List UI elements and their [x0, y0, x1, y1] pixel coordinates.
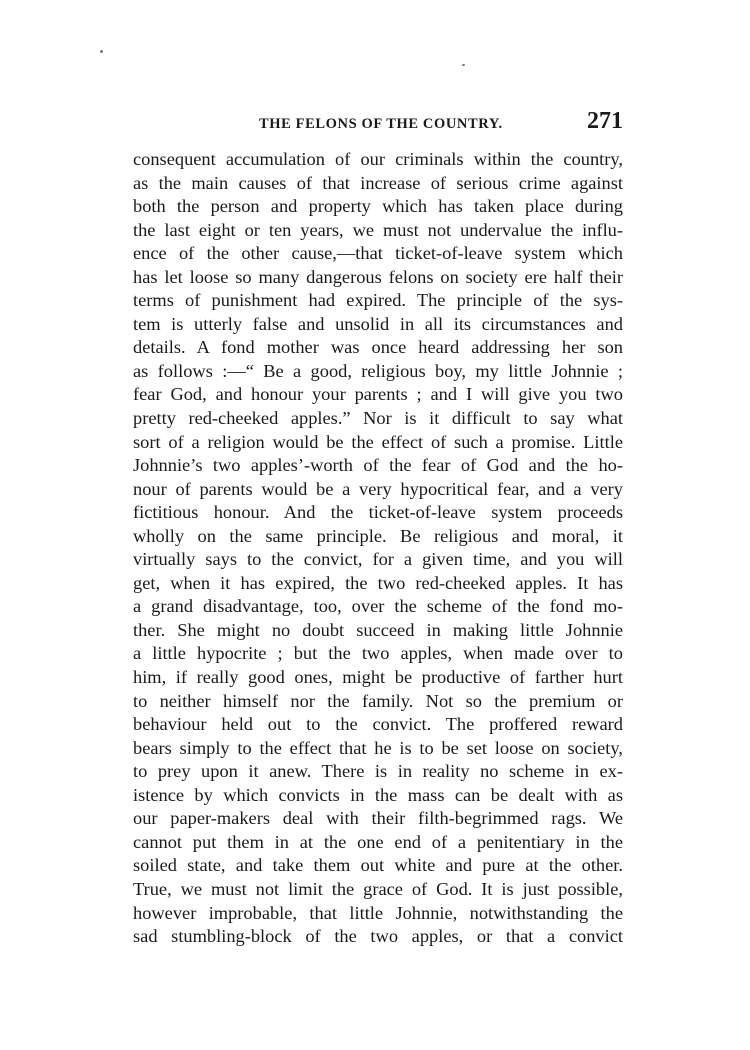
text-line: soiled state, and take them out white and pure at the other.	[133, 855, 623, 876]
text-line: fear God, and honour your parents ; and I will give you two	[133, 384, 623, 405]
text-line: as follows :—“ Be a good, religious boy, my little Johnnie ;	[133, 360, 623, 381]
text-line: him, if really good ones, might be productive of farther hurt	[133, 667, 623, 688]
text-line: tem is utterly false and unsolid in all its circumstances and	[133, 313, 623, 334]
text-line: Johnnie’s two apples’-worth of the fear of God and the ho-	[133, 455, 623, 476]
text-line: bears simply to the effect that he is to be set loose on society,	[133, 737, 623, 758]
running-header	[133, 108, 623, 138]
text-line: both the person and property which has taken place during	[133, 196, 623, 217]
text-line: sad stumbling-block of the two apples, or that a convict	[133, 926, 623, 947]
print-speck	[462, 64, 465, 66]
text-line: to neither himself nor the family. Not so the premium or	[133, 690, 623, 711]
text-line: consequent accumulation of our criminals within the country,	[133, 149, 623, 169]
text-line: True, we must not limit the grace of God. It is just possible,	[133, 878, 623, 899]
text-line: get, when it has expired, the two red-cheeked apples. It has	[133, 572, 623, 593]
body-text	[133, 148, 623, 949]
text-line: has let loose so many dangerous felons on society ere half their	[133, 266, 623, 287]
text-line: behaviour held out to the convict. The proffered reward	[133, 714, 623, 735]
text-line: ther. She might no doubt succeed in making little Johnnie	[133, 619, 623, 640]
text-line: sort of a religion would be the effect of such a promise. Little	[133, 431, 623, 452]
text-line: the last eight or ten years, we must not undervalue the influ-	[133, 219, 623, 240]
print-speck	[100, 50, 103, 53]
text-line: to prey upon it anew. There is in reality no scheme in ex-	[133, 761, 623, 782]
running-title: THE FELONS OF THE COUNTRY.	[259, 116, 503, 132]
text-line: ence of the other cause,—that ticket-of-leave system which	[133, 243, 623, 264]
text-line: istence by which convicts in the mass can be dealt with as	[133, 784, 623, 805]
text-line: nour of parents would be a very hypocritical fear, and a very	[133, 478, 623, 499]
text-line: however improbable, that little Johnnie, notwithstanding the	[133, 902, 623, 923]
text-line: wholly on the same principle. Be religious and moral, it	[133, 525, 623, 546]
text-line: a little hypocrite ; but the two apples, when made over to	[133, 643, 623, 664]
text-line: details. A fond mother was once heard addressing her son	[133, 337, 623, 358]
text-line: cannot put them in at the one end of a penitentiary in the	[133, 831, 623, 852]
text-line: terms of punishment had expired. The principle of the sys-	[133, 290, 623, 311]
text-line: our paper-makers deal with their filth-begrimmed rags. We	[133, 808, 623, 829]
text-line: fictitious honour. And the ticket-of-leave system proceeds	[133, 502, 623, 523]
page-number: 271	[587, 108, 623, 134]
text-line: pretty red-cheeked apples.” Nor is it difficult to say what	[133, 408, 623, 429]
text-line: virtually says to the convict, for a given time, and you will	[133, 549, 623, 570]
text-line: as the main causes of that increase of serious crime against	[133, 172, 623, 193]
text-line: a grand disadvantage, too, over the scheme of the fond mo-	[133, 596, 623, 617]
